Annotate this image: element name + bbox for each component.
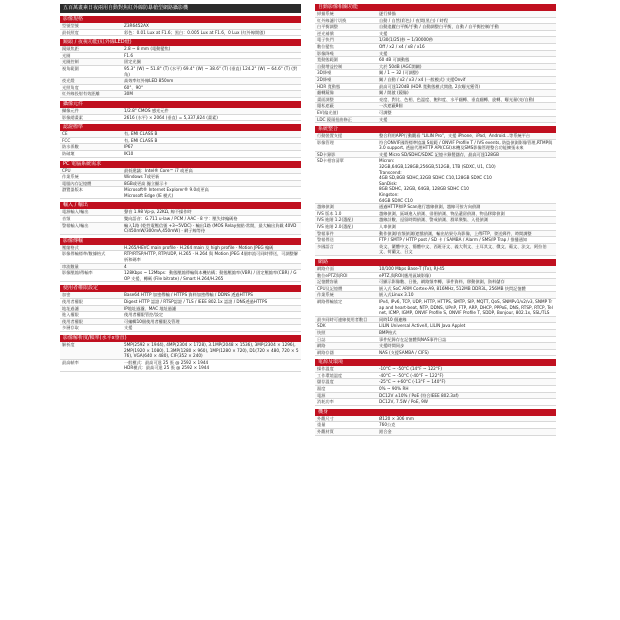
- spec-row: [315, 11, 556, 18]
- spec-row: [315, 18, 556, 25]
- section-header: 輸入 / 輸出: [60, 202, 301, 209]
- spec-value: 使用者權限管控/設定: [124, 312, 164, 318]
- spec-label: 消耗功率: [317, 399, 334, 405]
- spec-label: 外觀尺寸: [317, 415, 334, 421]
- spec-label: 夜光燈: [62, 78, 75, 84]
- spec-value: IK10: [124, 150, 134, 156]
- spec-value: 事件紀錄存在記憶體與NAS事件日誌: [379, 336, 447, 342]
- spec-value: 高效率紅外線LED 850nm: [124, 78, 174, 84]
- spec-value: 95.3° (W) ~ 51.8° (T) (水平) 69.4° (W) ~ 38.6° (T) (垂直) 124.2° (W) ~ 64.6° (T) (對角): [124, 65, 298, 77]
- spec-label: 串流數量: [62, 263, 79, 269]
- spec-label: FCC: [62, 137, 71, 143]
- spec-row: [315, 393, 556, 400]
- spec-value: 大於 50dB (AGC開關): [379, 63, 422, 69]
- spec-value: 0% ~ 90% RH: [379, 386, 409, 392]
- spec-value: Windows 7或更新: [124, 174, 160, 180]
- spec-label: 鏡頭焦距: [62, 46, 79, 52]
- spec-label: 防破壞: [62, 150, 75, 156]
- spec-row: [60, 270, 301, 282]
- spec-label: 網路: [317, 343, 326, 349]
- spec-value: 10/100 Mbps Base-T (Tx), RJ-45: [379, 265, 445, 271]
- spec-label: 儲存溫度: [317, 379, 334, 385]
- spec-label: 瀏覽器版本: [62, 187, 83, 193]
- spec-label: IVS 進階 1.2(選配): [317, 217, 354, 223]
- spec-value: 英文、繁體中文、簡體中文、西班牙文、義大利文、土耳其文、俄文、葡文、法文、阿拉伯文、荷蘭文、日文: [379, 243, 547, 255]
- spec-row: [60, 306, 301, 313]
- spec-label: 記憶體容量: [317, 279, 338, 285]
- spec-label: 畫面調整: [317, 96, 334, 102]
- spec-row: [60, 292, 301, 299]
- spec-value: 自動追蹤白平衡/手動 / 自動調整白平衡，自動 / 自平衡控制/手動: [379, 24, 499, 30]
- spec-value: 嵌入式 SoC ARM Cortex-A9, 816MHz, 512MB DDR3L, 256MB 快閃記憶體: [379, 285, 526, 291]
- spec-value: 支援時間同步: [379, 343, 405, 349]
- spec-row: [60, 46, 301, 53]
- spec-row: [60, 144, 301, 151]
- spec-value: -40°C ~ -50°C (-40°F ~ 122°F): [379, 372, 444, 378]
- spec-value: 最高可達120dB (HDR 寬動態模式開啟, 2次曝光獲得): [379, 83, 481, 89]
- spec-value: NAS (支援SAMBA / CIFS): [379, 349, 429, 355]
- spec-row: [315, 31, 556, 38]
- spec-label: 作業系統: [62, 174, 79, 180]
- spec-label: 紅外線濾片切換: [317, 17, 347, 23]
- spec-value: IPv4, IPv6, TCP, UDP, HTTP, HTTPS, SMTP, SIP, MQTT, QoS, SNMPv1/v2/v3, SNMP Trap and heart-beat, NTP, DDNS, UPnP, FTP, ARP, DHCP, PPPoE, DNS, RTSP, RTCP, Telnet, ICMP, IGMP, ONVIF Profile S, ONVIF Profile T, SDDP, Bonjour, 802.1x, SSL/TLS: [379, 298, 553, 316]
- spec-value: 亮度、對比、色相、色溫度、飽和度、水平翻轉、垂直翻轉、旋轉、曝光量(亮/自動): [379, 96, 535, 102]
- spec-row: [60, 251, 301, 263]
- spec-label: HDR 寬動態: [317, 83, 341, 89]
- section-header: 電源及環境: [315, 359, 556, 366]
- spec-label: 寬動態範圍: [317, 57, 338, 63]
- spec-value: 4: [124, 263, 127, 269]
- section-header: 攝像元件: [60, 101, 301, 108]
- spec-row: [60, 168, 301, 175]
- spec-value: DC12V, 7.5W / PoE, 9W: [379, 399, 428, 405]
- spec-value: 60°、90°: [124, 84, 144, 90]
- spec-label: 光圈: [62, 52, 71, 58]
- spec-label: 影像管理: [317, 139, 334, 145]
- spec-row: [315, 84, 556, 91]
- spec-row: [315, 90, 556, 97]
- spec-label: SD卡相容清單: [317, 158, 344, 164]
- spec-value: 彩色：0.01 Lux at F1.6；黑白：0.005 Lux at F1.6，0 Lux (紅外線開啟): [124, 29, 266, 35]
- spec-label: SDK: [317, 323, 326, 329]
- spec-value: 輸入1路 (乾性電壓信號 +3~5VDC) · 輸出1路 (MOS Relay接點·常開，最大輸出負載 40VDC/450mW/300mA,450mW) · 網子線等待: [124, 222, 297, 234]
- spec-label: 最高幀率: [62, 359, 79, 365]
- spec-value: 一次遮蔽8個: [379, 103, 403, 109]
- spec-value: IP地址過濾、MAC 地址過濾: [124, 305, 177, 311]
- spec-row: [315, 279, 556, 286]
- spec-row: [60, 23, 301, 30]
- spec-label: 最多同時可連線使用者數目: [317, 316, 368, 322]
- spec-label: 電源: [317, 392, 326, 398]
- spec-label: 掃描系統: [317, 11, 334, 16]
- section-header: 系統整合: [315, 126, 556, 133]
- spec-row: [315, 97, 556, 104]
- spec-value: 雙向語音：G.711 u-law / PCM / AAC · 8 字：壓失律編碼格: [124, 216, 238, 222]
- spec-label: 網路介面: [317, 265, 334, 271]
- spec-label: 防水係數: [62, 144, 79, 150]
- spec-label: 攝像元件: [62, 107, 79, 113]
- spec-label: 最低照度: [62, 29, 79, 35]
- spec-label: 使用者權限: [62, 299, 83, 304]
- spec-row: [315, 299, 556, 317]
- spec-label: LDC 鏡頭扭曲修正: [317, 116, 352, 122]
- spec-row: [315, 44, 556, 51]
- spec-value: 1/2.8" CMOS 感光元件: [124, 107, 169, 113]
- spec-row: [315, 350, 556, 357]
- spec-row: [315, 133, 556, 140]
- spec-label: 多層存取: [62, 325, 79, 331]
- spec-row: [60, 325, 301, 332]
- spec-row: [60, 53, 301, 60]
- spec-row: [315, 386, 556, 393]
- spec-value: 嵌入式Linux 3.10: [379, 292, 414, 298]
- spec-row: [315, 117, 556, 124]
- spec-label: 工作環境溫度: [317, 372, 343, 378]
- spec-row: [315, 64, 556, 71]
- spec-label: 網路傳輸協定: [317, 298, 343, 304]
- spec-label: 隱私遮蔽: [317, 103, 334, 109]
- spec-label: 地址過濾: [62, 305, 79, 311]
- spec-value: 可編輯10個使用者權限及管理: [124, 318, 180, 324]
- spec-row: [60, 181, 301, 188]
- spec-value: Base64 HTTP 加密傳輸 / HTTPS 資料加密傳輸 / DDNS 透過HTTPS: [124, 292, 253, 298]
- spec-label: 翻轉鏡像: [317, 90, 334, 96]
- section-header: 使用者權限設定: [60, 285, 301, 292]
- spec-row: [315, 337, 556, 344]
- spec-value: 可調整: [379, 109, 392, 115]
- spec-value: -25°C ~ +60°C (-13°F ~ 140°F): [379, 379, 446, 385]
- spec-row: [315, 323, 556, 330]
- spec-row: [60, 319, 301, 326]
- spec-row: [60, 245, 301, 252]
- spec-label: EV(偏光值): [317, 109, 339, 115]
- spec-value: 關 / 開啟 (鏡像): [379, 90, 409, 96]
- spec-value: Microsoft® Internet Explorer® 9.0或更高 Microsoft Edge (IE 模式): [124, 187, 209, 198]
- section-header: 機身: [315, 409, 556, 416]
- spec-value: 2616 (水平) × 2064 (垂直) = 5,337,824 (畫素): [124, 114, 218, 120]
- section-header: PC 電腦系統需求: [60, 161, 301, 168]
- spec-label: 越線偵測: [317, 204, 334, 210]
- spec-value: 8GB或更高 獨立顯示卡: [124, 180, 168, 186]
- spec-label: 影像降噪: [317, 50, 334, 56]
- spec-row: [315, 399, 556, 406]
- spec-value: DC12V ±10% / PoE (符合IEEE 802.3af): [379, 392, 459, 398]
- spec-row: [315, 416, 556, 423]
- section-header: 影像傳輸: [60, 238, 301, 245]
- spec-value: 同時10 個連線: [379, 316, 407, 322]
- spec-row: [315, 217, 556, 224]
- spec-row: [315, 373, 556, 380]
- spec-row: [315, 57, 556, 64]
- spec-row: [60, 85, 301, 92]
- spec-row: [60, 131, 301, 138]
- spec-value: 1/30(1/25)秒 ~ 1/30000秒: [379, 37, 434, 43]
- spec-label: 解析度: [62, 341, 75, 347]
- spec-value: 越線偵測、區域進入偵測、徘徊偵測、物品遺留偵測、物品移除偵測: [379, 210, 505, 216]
- spec-value: 越線計數、逗留時間偵測、警戒偵測、群眾聚集、入侵偵測: [379, 217, 488, 223]
- spec-label: 型號型號: [62, 23, 79, 28]
- spec-label: 作業系統: [317, 292, 334, 298]
- spec-value: Z3R6452AX: [124, 23, 149, 28]
- spec-label: 光圈控制: [62, 59, 79, 65]
- spec-value: RTP/RTSP/HTTP, RTP/UDP, H.265 · H.264 與 Motion JPEG 4個串流可同時傳送，可調整解析和碼率: [124, 251, 299, 263]
- spec-value: 一般模式：最高可達 25 張 @ 2592 × 1944 HDR模式：最高可達 25 張 @ 2592 × 1944: [124, 359, 210, 371]
- spec-row: [315, 422, 556, 429]
- spec-row: [60, 59, 301, 66]
- spec-label: SD卡錄影: [317, 151, 336, 157]
- spec-row: [60, 209, 301, 216]
- spec-value: 128Kbps ~ 12Mbps：動態壓縮傳輸與本機結構；動態壓縮率(VBR) / 固定壓縮率(CBR) / GOP 支援，轉碼 (File bitrate) / Smart H.264/H.265: [124, 270, 297, 281]
- spec-row: [315, 103, 556, 110]
- spec-value: ePTZ,與ROI(應用區域影像): [379, 272, 431, 278]
- spec-row: [60, 174, 301, 181]
- spec-label: 數位ePTZ與ROI: [317, 272, 348, 278]
- spec-row: [315, 273, 556, 280]
- spec-row: [315, 24, 556, 31]
- section-header: 網路: [315, 259, 556, 266]
- spec-label: 警報傳送: [317, 237, 334, 243]
- spec-row: [60, 299, 301, 306]
- spec-section: [315, 259, 556, 356]
- spec-row: [60, 223, 301, 235]
- spec-label: 白平衡調整: [317, 24, 338, 30]
- spec-label: 2D降噪: [317, 76, 332, 82]
- spec-label: 影像傳輸標準/數據格式: [62, 251, 106, 257]
- spec-value: Off / x2 / x4 / x8 / x16: [379, 43, 425, 49]
- spec-value: 鋁合金: [379, 429, 392, 435]
- spec-section: [60, 39, 301, 98]
- spec-row: [315, 211, 556, 218]
- spec-value: 60 dB 可調動態: [379, 57, 410, 63]
- spec-value: H.265/HEVC main profile · H.264 main 及 high profile · Motion JPEG 編碼: [124, 244, 274, 250]
- spec-row: [315, 266, 556, 273]
- left-column: [60, 4, 301, 375]
- spec-value: 可顯示影像數、日後，網路頻率轉，事件資料，移動偵測，資料儲存: [379, 279, 505, 285]
- spec-value: Micron: 32GB,64GB,128GB,256GB,512GB, 1TB (SDXC, U1, C10) Transcend: 4GB SD,8GB SDHC,32GB SDHC C10,128GB SDXC C10 SanDisk: 8GB SDHC, 32GB, 64GB, 128GB SDHC C10 Kingston: 64GB SDXC C10: [379, 158, 496, 203]
- spec-value: 人車偵測: [379, 224, 396, 229]
- spec-row: [315, 204, 556, 211]
- spec-row: [60, 138, 301, 145]
- spec-label: 加密: [62, 292, 71, 298]
- spec-row: [60, 312, 301, 319]
- spec-value: F1.6: [124, 52, 134, 58]
- right-column: [315, 4, 556, 439]
- spec-label: 行動裝置支援: [317, 133, 343, 139]
- spec-value: 固定光圈: [124, 59, 141, 65]
- spec-label: 數位變焦: [317, 43, 334, 49]
- spec-row: [60, 151, 301, 158]
- page-title: 五百萬畫素日夜兩用自動對焦紅外線防暴槍型網路攝影機: [60, 4, 301, 13]
- spec-row: [315, 140, 556, 152]
- spec-row: [315, 379, 556, 386]
- spec-label: 網路存儲: [317, 349, 334, 355]
- spec-value: 支援: [379, 116, 388, 122]
- spec-row: [60, 66, 301, 78]
- spec-label: 快照: [317, 329, 326, 335]
- spec-label: 警報輸入/輸出: [62, 222, 89, 228]
- spec-row: [315, 366, 556, 373]
- spec-label: CPU: [62, 167, 71, 173]
- spec-value: -10°C ~ -50°C (14°F ~ 122°F): [379, 366, 442, 372]
- spec-value: 自動 / 自然(彩色) / 夜間(黑白) / 時程: [379, 17, 449, 23]
- spec-row: [60, 216, 301, 223]
- spec-value: LILIN Universal ActiveX, LILIN Java Applet: [379, 323, 466, 329]
- spec-value: 關 / 自動 / x2 / x3 / x4 (一般模式) 支援Onvif: [379, 76, 466, 82]
- spec-label: 逆光補償: [317, 30, 334, 36]
- spec-value: 支援: [124, 325, 133, 331]
- spec-section: [60, 202, 301, 234]
- spec-row: [60, 91, 301, 98]
- spec-section: [60, 238, 301, 283]
- spec-row: [315, 330, 556, 337]
- spec-label: 進入權限: [62, 312, 79, 318]
- spec-value: 最低建議：Intel® Core™ i7 或更高: [124, 167, 193, 173]
- spec-row: [315, 51, 556, 58]
- section-header: 鏡頭 / 夜視功能(紅外線LED燈): [60, 39, 301, 46]
- spec-value: 支援: [379, 30, 388, 36]
- spec-row: [315, 110, 556, 117]
- spec-row: [315, 70, 556, 77]
- spec-row: [315, 317, 556, 324]
- spec-section: [60, 16, 301, 36]
- spec-label: 紅外線投射有效距離: [62, 91, 100, 97]
- spec-label: 電腦內存記憶體: [62, 180, 92, 186]
- spec-row: [60, 342, 301, 360]
- spec-value: Digest HTTP 認證 / RTSP認證 / TLS / IEEE 802.1x 認證 / DNS透過HTTPS: [124, 299, 268, 304]
- spec-label: 外觀材質: [317, 429, 334, 435]
- spec-row: [315, 292, 556, 299]
- spec-section: [60, 101, 301, 121]
- spec-row: [315, 224, 556, 231]
- spec-value: 通過HTTP和IP Scan進行越線偵測，越線可按方向偵測: [379, 204, 481, 210]
- spec-section: [315, 359, 556, 406]
- section-header: 自動影像相關功能: [315, 4, 556, 11]
- spec-label: CPU及記憶體: [317, 285, 343, 291]
- spec-row: [315, 231, 556, 238]
- spec-label: 多國語言: [317, 243, 334, 249]
- spec-label: 電子快門: [317, 37, 334, 43]
- spec-row: [60, 78, 301, 85]
- spec-label: 光照角度: [62, 84, 79, 90]
- spec-value: FTP / SMTP / HTTP post / SD 卡 / SAMBA / Alarm / SMS/IP Trap / 推播通知: [379, 237, 528, 243]
- spec-value: Ø120 × 306 mm: [379, 415, 414, 421]
- spec-value: 逐行掃描: [379, 11, 396, 16]
- spec-value: 關 / 1 ~ 32 (可調整): [379, 70, 419, 76]
- spec-row: [315, 152, 556, 159]
- spec-label: CE: [62, 131, 68, 137]
- spec-row: [60, 108, 301, 115]
- spec-label: 日誌: [317, 336, 326, 342]
- spec-label: 使用者權限: [62, 318, 83, 324]
- spec-value: 有, EMI CLASS B: [124, 131, 158, 137]
- spec-label: 音頻: [62, 216, 71, 222]
- spec-label: 3D降噪: [317, 70, 332, 76]
- spec-value: 動作偵測/音頻偵測/遮擋偵測，輸出結果分為影像，上傳FTP、發送郵件、時間調整: [379, 230, 532, 236]
- spec-row: [60, 360, 301, 372]
- spec-label: IVS 進階 2.0(選配): [317, 224, 354, 229]
- spec-row: [315, 237, 556, 244]
- section-header: 影像規格: [60, 16, 301, 23]
- spec-section: [315, 126, 556, 256]
- spec-row: [60, 115, 301, 122]
- spec-label: IVS 版本 1.0: [317, 210, 342, 216]
- spec-section: [60, 161, 301, 200]
- spec-value: IP67: [124, 144, 134, 150]
- section-header: 影像解析度/幀率(水平x垂直): [60, 335, 301, 342]
- spec-section: [60, 285, 301, 332]
- spec-label: 自動增益控制: [317, 63, 343, 69]
- spec-label: 警報事件: [317, 230, 334, 236]
- spec-value: 支援: [379, 50, 388, 56]
- spec-row: [315, 343, 556, 350]
- spec-section: [60, 124, 301, 157]
- spec-value: BMP格式: [379, 329, 397, 335]
- spec-row: [60, 187, 301, 199]
- spec-row: [315, 244, 556, 256]
- spec-label: 視角範圍: [62, 65, 79, 71]
- spec-value: 聲音 1.98 Vp-p, 22KΩ, 線不操作時: [124, 209, 192, 215]
- section-header: 認證標準: [60, 124, 301, 131]
- spec-label: 壓縮格式: [62, 244, 79, 250]
- spec-row: [60, 30, 301, 37]
- spec-row: [315, 158, 556, 204]
- spec-section: [315, 4, 556, 123]
- spec-value: 2.8 ~ 8 mm (電動變焦): [124, 46, 171, 52]
- spec-section: [60, 335, 301, 372]
- spec-row: [315, 286, 556, 293]
- spec-section: [315, 409, 556, 436]
- spec-value: 30M: [124, 91, 133, 97]
- spec-value: 有, EMI CLASS B: [124, 137, 158, 143]
- spec-label: 影像壓縮/傳輸率: [62, 270, 93, 276]
- spec-value: 5MP(2592 × 1944), 4MP(2304 × 1728), 3.1MP(2048 × 1536), 3MP(2304 × 1296), 2MP(1920 × 1080), 1.3MP(1280 × 960), 1MP(1280 × 720), D1(720 × 480, 720 × 576), VGA(640 × 480), CIF(352 × 240): [124, 341, 299, 359]
- spec-value: 支援 Micro SD/SDHC/SDXC 記憶卡錄製儲存，最高可達128GB: [379, 151, 500, 157]
- spec-label: 操作溫度: [317, 366, 334, 372]
- spec-value: 整合利用APP行動觀看 "LILIN Pro"，支援 iPhone、iPad、Android...等系統平台: [379, 133, 531, 139]
- spec-value: 符合ONVIF國際標準協議 S規範 / ONVIF Profile T / IVS events, 防盜偵測影像管理,RTMP與3.0 support, 透過代理HTTP API(CGI)本機及SMS影像管理整合功能擴張未來: [379, 139, 553, 151]
- spec-value: 760公克: [379, 422, 396, 428]
- spec-label: 電源輸入/輸出: [62, 209, 89, 215]
- spec-label: 影像總畫素: [62, 114, 83, 120]
- spec-row: [60, 264, 301, 271]
- spec-row: [315, 37, 556, 44]
- spec-label: 重量: [317, 422, 326, 428]
- spec-label: 濕度: [317, 386, 326, 392]
- spec-row: [315, 77, 556, 84]
- spec-row: [315, 429, 556, 436]
